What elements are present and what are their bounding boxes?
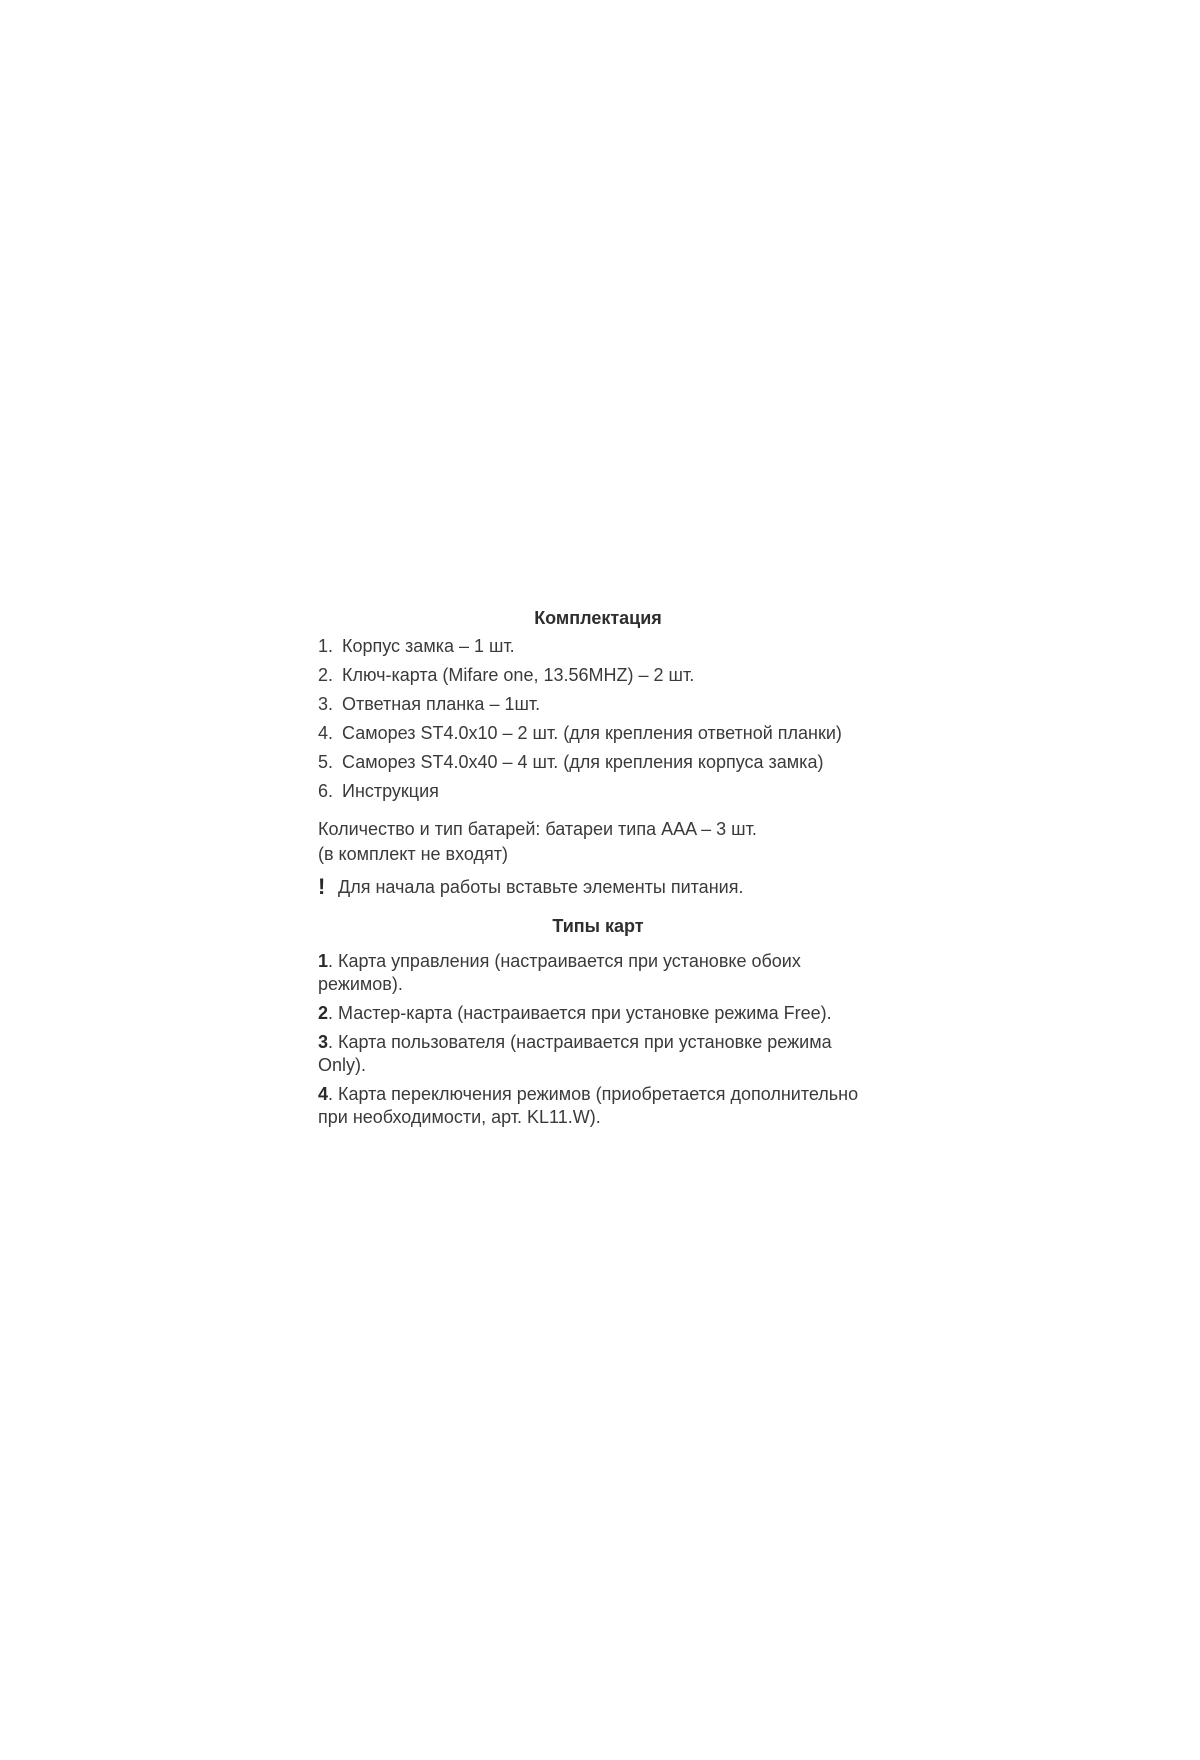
batteries-note: (в комплект не входят) bbox=[318, 844, 509, 864]
instruction-content bbox=[318, 607, 878, 1135]
kit-item bbox=[318, 664, 878, 693]
kit-item bbox=[318, 751, 878, 780]
kit-item-number: 5. bbox=[318, 752, 334, 772]
kit-item-text: Саморез ST4.0x40 – 4 шт. (для крепления корпуса замка) bbox=[342, 752, 824, 772]
card-type-text: . Мастер-карта (настраивается при установке режима Free). bbox=[328, 1003, 832, 1023]
kit-item-text: Ответная планка – 1шт. bbox=[342, 694, 541, 714]
kit-title: Комплектация bbox=[534, 608, 662, 628]
batteries-line: Количество и тип батарей: батареи типа AAA – 3 шт. bbox=[318, 819, 757, 839]
exclamation-icon: ! bbox=[318, 874, 326, 899]
kit-item-number: 6. bbox=[318, 781, 334, 801]
card-type-item bbox=[318, 1083, 878, 1129]
batteries-info bbox=[318, 818, 878, 868]
kit-item-number: 4. bbox=[318, 723, 334, 743]
kit-item-number: 3. bbox=[318, 694, 334, 714]
kit-list bbox=[318, 635, 878, 809]
kit-item-text: Ключ-карта (Mifare one, 13.56MHZ) – 2 шт. bbox=[342, 665, 695, 685]
card-type-item bbox=[318, 1002, 878, 1025]
card-type-item bbox=[318, 1031, 878, 1077]
power-notice-text: Для начала работы вставьте элементы питания. bbox=[338, 877, 744, 897]
card-type-number: 3 bbox=[318, 1032, 329, 1052]
kit-item bbox=[318, 780, 878, 809]
kit-item-text: Корпус замка – 1 шт. bbox=[342, 636, 515, 656]
card-type-number: 4 bbox=[318, 1084, 329, 1104]
kit-item bbox=[318, 693, 878, 722]
card-type-text: . Карта управления (настраивается при установке обоих режимов). bbox=[318, 951, 801, 994]
card-types-list bbox=[318, 950, 878, 1129]
card-type-number: 2 bbox=[318, 1003, 329, 1023]
card-type-number: 1 bbox=[318, 951, 329, 971]
card-type-item bbox=[318, 950, 878, 996]
kit-item bbox=[318, 722, 878, 751]
card-types-title: Типы карт bbox=[552, 916, 644, 936]
kit-item-text: Инструкция bbox=[342, 781, 439, 801]
card-type-text: . Карта пользователя (настраивается при установке режима Only). bbox=[318, 1032, 832, 1075]
kit-item-text: Саморез ST4.0x10 – 2 шт. (для крепления ответной планки) bbox=[342, 723, 842, 743]
kit-item-number: 2. bbox=[318, 665, 334, 685]
kit-item-number: 1. bbox=[318, 636, 334, 656]
kit-item bbox=[318, 635, 878, 664]
power-notice bbox=[318, 876, 878, 901]
card-type-text: . Карта переключения режимов (приобретается дополнительно при необходимости, арт. KL11.W). bbox=[318, 1084, 859, 1127]
